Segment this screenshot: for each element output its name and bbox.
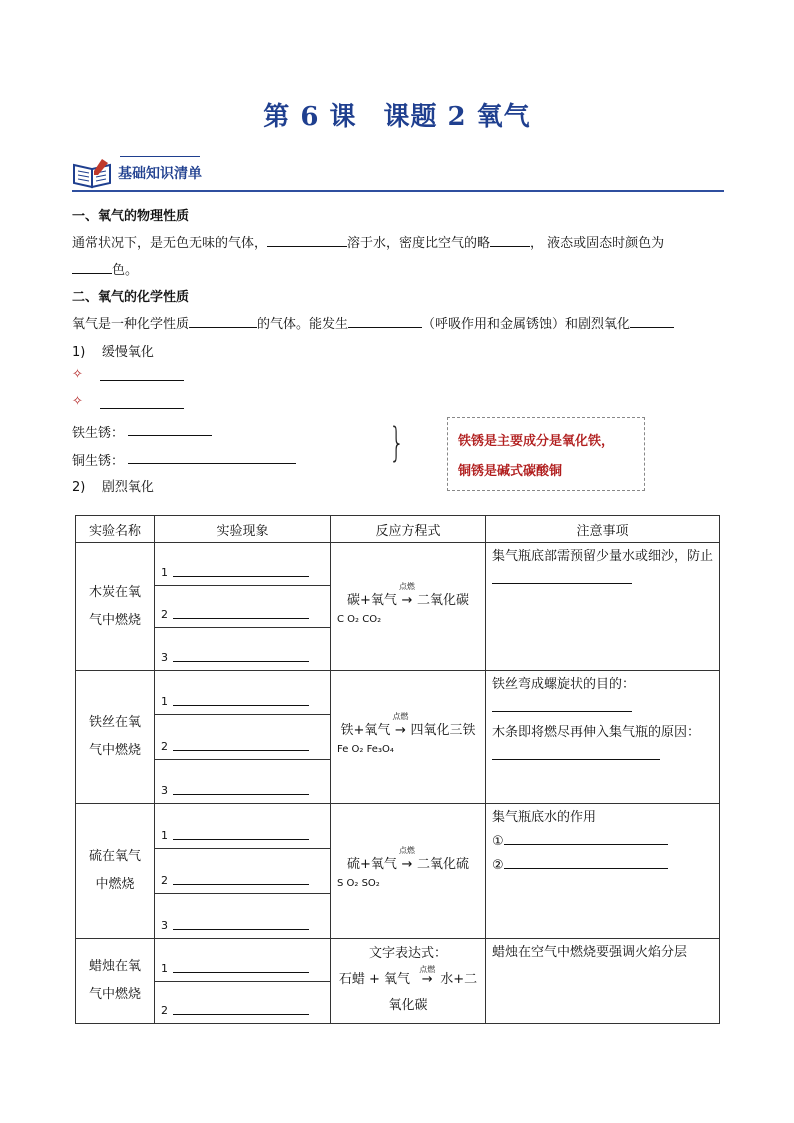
product: 氧化碳	[388, 998, 428, 1013]
item-number: 3	[161, 919, 168, 932]
answer-blank[interactable]	[128, 435, 212, 436]
section2-paragraph	[72, 313, 674, 332]
item-number: 1	[161, 961, 168, 975]
reaction-equation	[331, 712, 485, 755]
arrow-icon: →	[421, 972, 433, 987]
table-row	[76, 671, 720, 804]
reactant: 硫+氧气	[347, 857, 397, 872]
answer-blank[interactable]	[100, 408, 184, 409]
answer-blank[interactable]	[173, 661, 309, 662]
reactant: 石蜡 + 氧气	[338, 972, 411, 987]
answer-blank[interactable]	[173, 972, 309, 973]
s2-text-c: （呼吸作用和金属锈蚀）和剧烈氧化	[422, 317, 631, 332]
star-bullet-icon: ✧	[72, 367, 83, 382]
note-text: 铁丝弯成螺旋状的目的：	[492, 677, 636, 692]
experiment-table	[75, 515, 720, 1024]
table-header-row	[76, 516, 720, 543]
answer-blank[interactable]	[189, 315, 257, 328]
item-number: 2	[161, 739, 168, 753]
note-cell: 蜡烛在空气中燃烧要强调火焰分层	[492, 945, 688, 960]
experiment-name: 铁丝在氧气中燃烧	[88, 715, 141, 758]
note-text: 集气瓶底部需预留少量水或细沙，防止	[492, 549, 714, 564]
answer-blank[interactable]	[492, 699, 632, 712]
header-divider	[72, 190, 724, 192]
table-row	[76, 804, 720, 939]
chemical-formula: C O₂ CO₂	[337, 613, 382, 625]
answer-blank[interactable]	[173, 618, 309, 619]
s2-text-b: 的气体。能发生	[257, 317, 349, 332]
circled-number: ①	[492, 834, 504, 849]
answer-blank[interactable]	[173, 929, 309, 930]
header-cell: 注意事项	[486, 516, 720, 543]
table-row	[76, 939, 720, 1024]
answer-blank[interactable]	[173, 839, 309, 840]
violent-oxidation-label: 2) 剧烈氧化	[72, 480, 154, 495]
section1-heading: 一、氧气的物理性质	[72, 209, 190, 224]
experiment-name: 蜡烛在氧气中燃烧	[88, 959, 141, 1002]
note-text: 木条即将燃尽再伸入集气瓶的原因：	[492, 725, 701, 740]
answer-blank[interactable]	[504, 832, 668, 845]
answer-blank[interactable]	[492, 571, 632, 584]
product: 四氧化三铁	[410, 723, 476, 738]
header-accent-line	[120, 156, 200, 157]
item-number: 1	[161, 565, 168, 579]
item-number: 3	[161, 783, 168, 797]
arrow-icon: →	[394, 723, 406, 738]
table-row	[76, 543, 720, 671]
circled-number: ②	[492, 858, 504, 873]
item-number: 2	[161, 874, 168, 887]
ignite-label: 点燃	[392, 712, 409, 721]
copper-rust-label: 铜生锈：	[72, 454, 125, 469]
answer-blank[interactable]	[72, 261, 112, 274]
ignite-label: 点燃	[398, 846, 415, 855]
slow-oxidation-label: 1) 缓慢氧化	[72, 345, 154, 360]
ignite-label: 点燃	[419, 965, 436, 974]
note-text: 集气瓶底水的作用	[492, 810, 597, 825]
brace: }	[389, 420, 405, 466]
reaction-equation	[331, 939, 485, 1019]
ignite-label: 点燃	[398, 581, 415, 591]
item-number: 1	[161, 695, 168, 709]
experiment-name: 木炭在氧气中燃烧	[88, 584, 141, 628]
reactant: 铁+氧气	[340, 723, 391, 738]
answer-blank[interactable]	[100, 380, 184, 381]
answer-blank[interactable]	[267, 234, 347, 247]
answer-blank[interactable]	[173, 705, 309, 706]
product: 二氧化硫	[416, 857, 469, 872]
answer-blank[interactable]	[173, 794, 309, 795]
chemical-formula: S O₂ SO₂	[337, 878, 380, 889]
answer-blank[interactable]	[173, 750, 309, 751]
answer-blank[interactable]	[348, 315, 422, 328]
section-header: 基础知识清单	[118, 166, 202, 182]
item-number: 2	[161, 608, 168, 622]
reaction-equation	[331, 846, 485, 889]
section2-heading: 二、氧气的化学性质	[72, 290, 190, 305]
note-cell	[486, 671, 719, 771]
answer-blank[interactable]	[173, 1014, 309, 1015]
s1-text-a: 通常状况下，是无色无味的气体，	[72, 236, 268, 251]
arrow-icon: →	[401, 857, 413, 872]
s1-text-d: 色。	[112, 263, 139, 278]
chemical-formula: Fe O₂ Fe₃O₄	[337, 744, 394, 755]
page-title: 第 6 课 课题 2 氧气	[263, 102, 531, 132]
section1-paragraph-2	[72, 259, 138, 278]
iron-rust-label: 铁生锈：	[72, 426, 125, 441]
answer-blank[interactable]	[128, 463, 296, 464]
answer-blank[interactable]	[492, 747, 660, 760]
reactant: 碳+氧气	[347, 592, 397, 608]
item-number: 1	[161, 829, 168, 842]
note-box	[447, 417, 645, 491]
header-cell: 反应方程式	[331, 516, 486, 543]
item-number: 3	[161, 651, 168, 665]
note-line-1: 铁锈是主要成分是氧化铁，	[458, 434, 615, 449]
header-cell: 实验现象	[155, 516, 331, 543]
note-cell	[486, 804, 719, 880]
section1-paragraph	[72, 232, 664, 251]
s2-text-a: 氧气是一种化学性质	[72, 317, 190, 332]
s1-text-c: ， 液态或固态时颜色为	[530, 236, 665, 251]
book-icon	[72, 157, 114, 193]
product: 水+二	[440, 972, 478, 987]
header-cell: 实验名称	[76, 516, 155, 543]
answer-blank[interactable]	[490, 234, 530, 247]
note-line-2: 铜锈是碱式碳酸铜	[458, 464, 563, 479]
note-cell	[486, 543, 719, 595]
s1-text-b: 溶于水，密度比空气的略	[347, 236, 491, 251]
answer-blank[interactable]	[173, 884, 309, 885]
experiment-name: 硫在氧气中燃烧	[88, 849, 141, 892]
equation-label: 文字表达式：	[368, 946, 447, 961]
product: 二氧化碳	[416, 592, 469, 608]
star-bullet-icon: ✧	[72, 394, 83, 409]
answer-blank[interactable]	[504, 856, 668, 869]
answer-blank[interactable]	[630, 315, 674, 328]
item-number: 2	[161, 1004, 168, 1017]
reaction-equation	[331, 581, 485, 625]
answer-blank[interactable]	[173, 576, 309, 577]
arrow-icon: →	[401, 592, 413, 608]
